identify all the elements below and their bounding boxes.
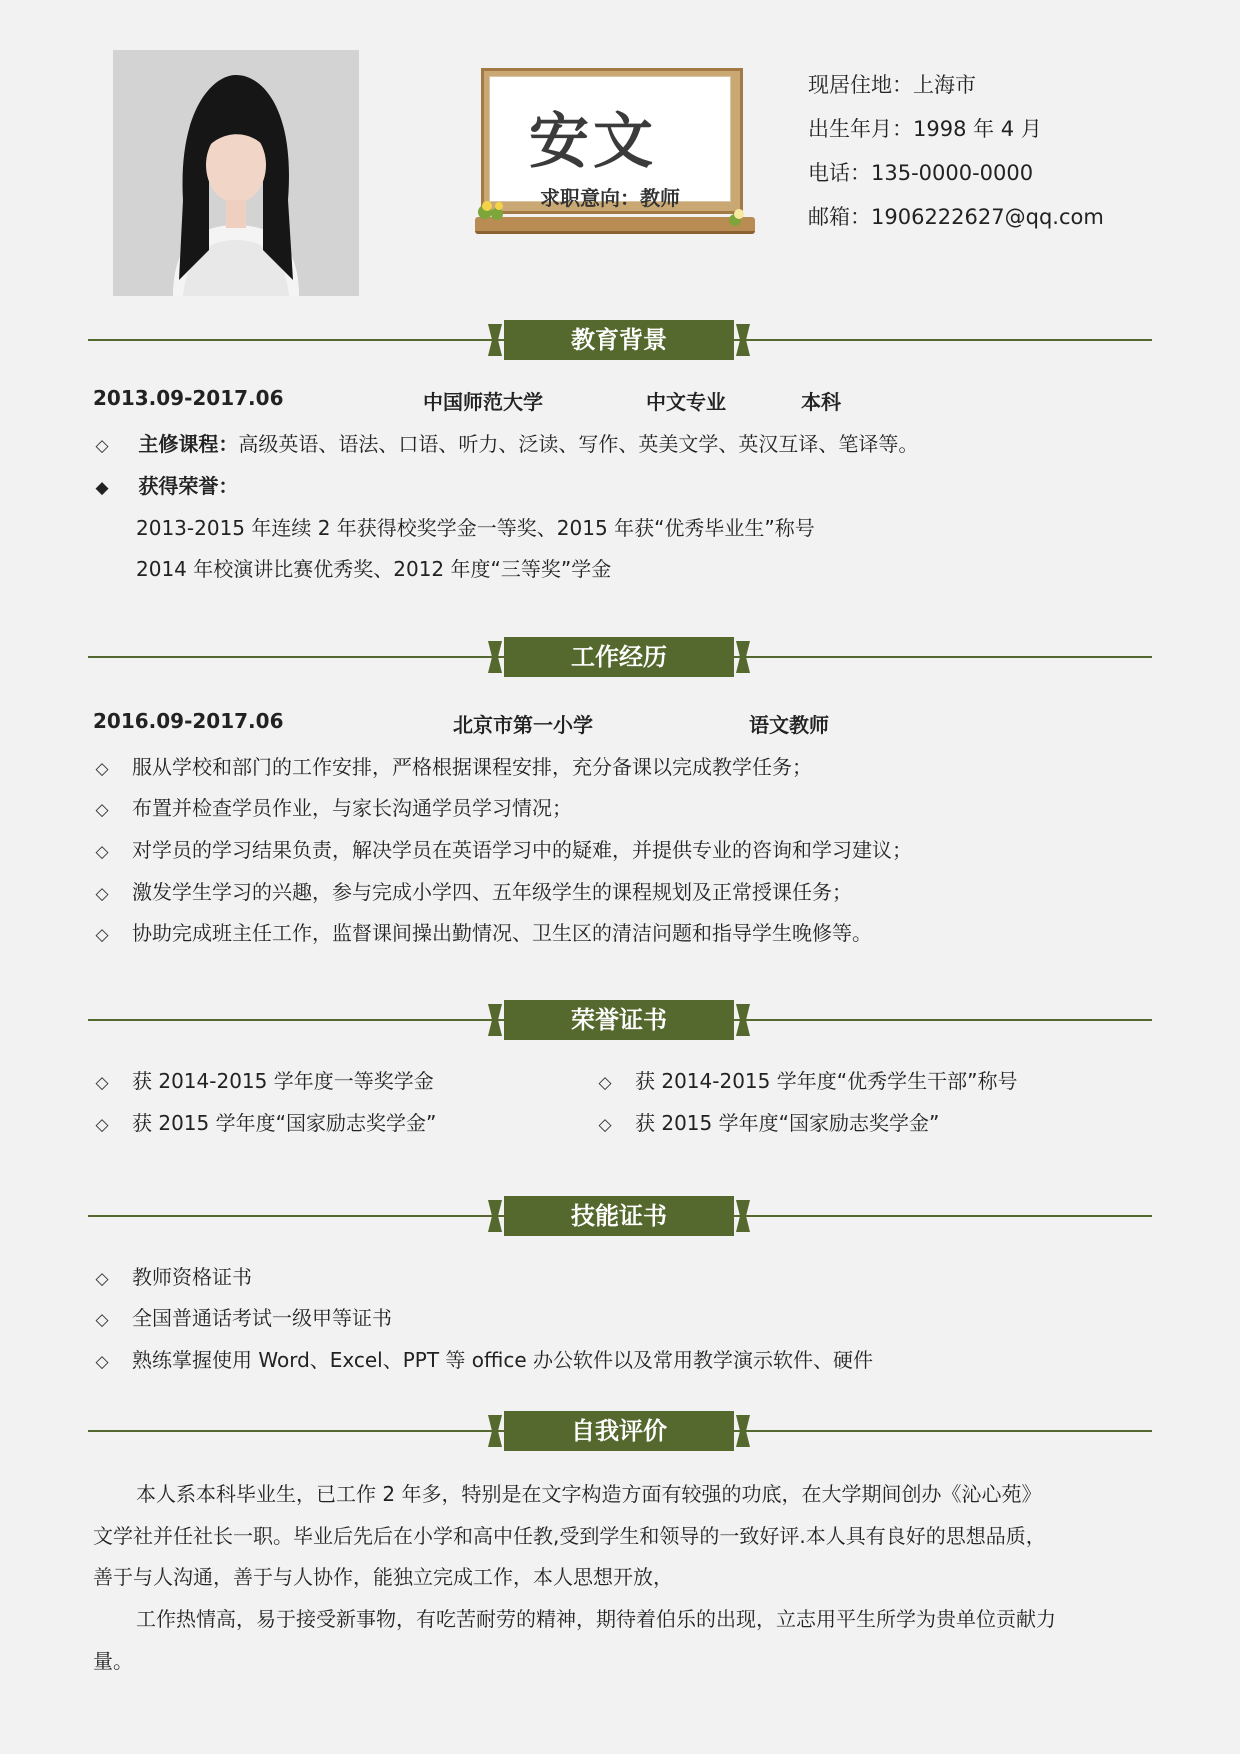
self-eval-line: 量。 — [93, 1649, 133, 1673]
edu-honor-line: 2013-2015 年连续 2 年获得校奖学金一等奖、2015 年获“优秀毕业生”称号 — [136, 516, 815, 540]
diamond-bullet-icon: ◇ — [95, 436, 109, 456]
diamond-bullet-icon: ◇ — [95, 1115, 109, 1135]
diamond-bullet-icon: ◇ — [95, 759, 109, 779]
skill-text: 全国普通话考试一级甲等证书 — [132, 1306, 392, 1330]
list-item — [90, 792, 572, 821]
diamond-bullet-icon: ◇ — [95, 925, 109, 945]
section-title: 荣誉证书 — [571, 1006, 667, 1034]
honor-text: 获 2015 学年度“国家励志奖学金” — [132, 1111, 437, 1135]
section-title: 自我评价 — [571, 1417, 667, 1445]
honor-text: 获 2014-2015 学年度“优秀学生干部”称号 — [635, 1069, 1018, 1093]
diamond-bullet-icon: ◇ — [95, 1352, 109, 1372]
section-title: 工作经历 — [571, 643, 667, 671]
board-shelf — [475, 217, 755, 234]
honor-text: 获 2014-2015 学年度一等奖学金 — [132, 1069, 434, 1093]
list-item — [90, 917, 872, 946]
list-item — [90, 1344, 873, 1373]
flower-icon — [725, 204, 753, 232]
diamond-bullet-icon: ◇ — [95, 1269, 109, 1289]
list-item — [90, 751, 812, 780]
list-item — [90, 1107, 436, 1136]
list-item — [90, 1065, 434, 1094]
edu-honor-line: 2014 年校演讲比赛优秀奖、2012 年度“三等奖”学金 — [136, 557, 612, 581]
edu-honors-header — [90, 470, 238, 499]
honors-label: 获得荣誉： — [138, 474, 239, 498]
section-header-skills — [88, 1194, 1152, 1238]
edu-courses — [90, 428, 918, 457]
info-birth: 出生年月：1998 年 4 月 — [808, 117, 1042, 141]
info-phone: 电话：135-0000-0000 — [808, 161, 1034, 185]
courses-label: 主修课程： — [138, 432, 239, 456]
diamond-bullet-icon: ◇ — [95, 800, 109, 820]
section-title: 技能证书 — [571, 1202, 667, 1230]
edu-period: 2013.09-2017.06 — [93, 386, 284, 410]
work-item-text: 对学员的学习结果负责，解决学员在英语学习中的疑难，并提供专业的咨询和学习建议； — [132, 838, 912, 862]
list-item — [593, 1065, 1017, 1094]
self-eval-line: 工作热情高，易于接受新事物，有吃苦耐劳的精神，期待着伯乐的出现，立志用平生所学为贵单位贡献力 — [136, 1607, 1056, 1631]
diamond-bullet-icon: ◇ — [95, 842, 109, 862]
section-header-honors — [88, 998, 1152, 1042]
work-period: 2016.09-2017.06 — [93, 709, 284, 733]
list-item — [90, 876, 852, 905]
work-position: 语文教师 — [749, 713, 829, 737]
list-item — [593, 1107, 939, 1136]
section-header-work — [88, 635, 1152, 679]
list-item — [90, 1302, 392, 1331]
self-eval-line: 文学社并任社长一职。毕业后先后在小学和高中任教,受到学生和领导的一致好评.本人具有良好的思想品质， — [93, 1524, 1046, 1548]
edu-school: 中国师范大学 — [423, 390, 543, 414]
contact-info — [808, 70, 1104, 246]
courses-text: 高级英语、语法、口语、听力、泛读、写作、英美文学、英汉互译、笔译等。 — [238, 432, 919, 456]
info-residence: 现居住地：上海市 — [808, 73, 976, 97]
section-header-self-eval — [88, 1409, 1152, 1453]
candidate-name: 安文 — [529, 107, 657, 177]
diamond-bullet-icon: ◇ — [95, 1310, 109, 1330]
name-board — [475, 64, 755, 244]
diamond-bullet-icon: ◇ — [95, 1073, 109, 1093]
profile-photo — [113, 50, 359, 296]
list-item — [90, 1261, 252, 1290]
work-item-text: 协助完成班主任工作，监督课间操出勤情况、卫生区的清洁问题和指导学生晚修等。 — [132, 921, 872, 945]
self-eval-line: 善于与人沟通，善于与人协作，能独立完成工作，本人思想开放， — [93, 1565, 673, 1589]
diamond-bullet-icon: ◆ — [95, 478, 109, 498]
diamond-bullet-icon: ◇ — [598, 1115, 612, 1135]
diamond-bullet-icon: ◇ — [95, 884, 109, 904]
work-item-text: 布置并检查学员作业，与家长沟通学员学习情况； — [132, 796, 572, 820]
work-item-text: 服从学校和部门的工作安排，严格根据课程安排，充分备课以完成教学任务； — [132, 755, 812, 779]
job-intent: 求职意向：教师 — [540, 186, 680, 210]
self-eval-line: 本人系本科毕业生，已工作 2 年多，特别是在文字构造方面有较强的功底，在大学期间创办《沁心苑》 — [136, 1482, 1042, 1506]
flower-icon — [475, 194, 509, 228]
work-item-text: 激发学生学习的兴趣，参与完成小学四、五年级学生的课程规划及正常授课任务； — [132, 880, 852, 904]
skill-text: 教师资格证书 — [132, 1265, 252, 1289]
section-header-education — [88, 318, 1152, 362]
section-title: 教育背景 — [571, 326, 667, 354]
info-email: 邮箱：1906222627@qq.com — [808, 205, 1104, 229]
list-item — [90, 834, 912, 863]
edu-major: 中文专业 — [646, 390, 726, 414]
work-company: 北京市第一小学 — [453, 713, 593, 737]
skill-text: 熟练掌握使用 Word、Excel、PPT 等 office 办公软件以及常用教学演示软件、硬件 — [132, 1348, 874, 1372]
diamond-bullet-icon: ◇ — [598, 1073, 612, 1093]
edu-degree: 本科 — [801, 390, 841, 414]
honor-text: 获 2015 学年度“国家励志奖学金” — [635, 1111, 940, 1135]
